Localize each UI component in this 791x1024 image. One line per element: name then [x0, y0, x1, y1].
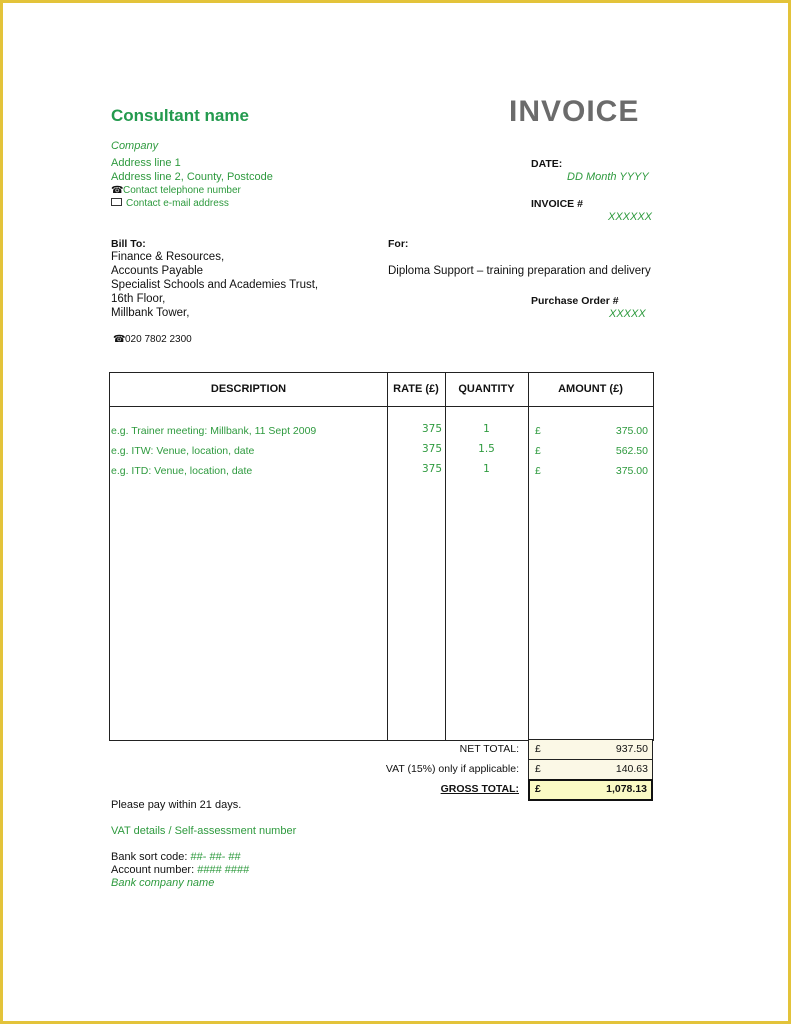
contact-telephone	[111, 185, 241, 196]
envelope-icon	[111, 198, 122, 206]
row-rate	[387, 423, 445, 435]
net-total-currency: £	[535, 743, 541, 755]
row-description: e.g. ITW: Venue, location, date	[111, 445, 255, 457]
row-quantity: 1	[483, 463, 490, 475]
row-currency: £	[535, 425, 541, 437]
header-description: DESCRIPTION	[210, 383, 287, 395]
invoice-number-label: INVOICE #	[531, 198, 583, 210]
email-text: Contact e-mail address	[126, 198, 229, 209]
bill-to-phone	[113, 334, 192, 345]
account-number	[111, 864, 249, 876]
row-quantity: 1.5	[478, 443, 495, 455]
row-amount: 375.00	[615, 425, 648, 437]
bill-to-phone-text: 020 7802 2300	[125, 334, 192, 345]
address-line-1: Address line 1	[111, 157, 181, 169]
bill-to-line: Accounts Payable	[111, 265, 204, 277]
account-number-label: Account number:	[111, 864, 198, 876]
vat-box	[528, 759, 653, 780]
bill-to-line: 16th Floor,	[111, 293, 166, 305]
bill-to-label: Bill To:	[111, 238, 146, 250]
purchase-order-value: XXXXX	[609, 308, 646, 320]
row-description: e.g. Trainer meeting: Millbank, 11 Sept 2009	[111, 425, 317, 437]
bank-company-name: Bank company name	[111, 877, 215, 889]
row-rate	[387, 443, 445, 455]
date-value: DD Month YYYY	[567, 171, 649, 183]
header-quantity: QUANTITY	[458, 383, 515, 395]
gross-total-value: 1,078.13	[606, 783, 647, 795]
for-text: Diploma Support – training preparation and delivery	[388, 265, 651, 277]
account-number-value: #### ####	[197, 864, 250, 876]
contact-email	[111, 198, 229, 209]
gross-total-label: GROSS TOTAL:	[440, 783, 519, 795]
sort-code-label: Bank sort code:	[111, 851, 191, 863]
row-description: e.g. ITD: Venue, location, date	[111, 465, 253, 477]
header-rate: RATE (£)	[393, 383, 439, 395]
row-currency: £	[535, 465, 541, 477]
purchase-order-label: Purchase Order #	[531, 295, 619, 307]
row-currency: £	[535, 445, 541, 457]
row-quantity: 1	[483, 423, 490, 435]
telephone-icon: ☎	[113, 334, 126, 345]
row-amount: 562.50	[615, 445, 648, 457]
telephone-text: Contact telephone number	[123, 185, 241, 196]
net-total-label: NET TOTAL:	[459, 743, 519, 755]
line-items-table	[109, 372, 654, 741]
net-total-value: 937.50	[615, 743, 648, 755]
vat-value: 140.63	[615, 763, 648, 775]
gross-total-currency: £	[535, 783, 541, 795]
row-rate-value: 375	[421, 463, 442, 475]
vat-details: VAT details / Self-assessment number	[111, 825, 297, 837]
gross-total-box	[528, 779, 653, 801]
telephone-icon: ☎	[111, 185, 124, 196]
date-label: DATE:	[531, 158, 563, 170]
payment-terms: Please pay within 21 days.	[111, 799, 242, 811]
row-amount: 375.00	[615, 465, 648, 477]
header-amount: AMOUNT (£)	[558, 383, 623, 395]
row-rate-value: 375	[421, 423, 442, 435]
table-header-divider	[110, 406, 653, 407]
vat-currency: £	[535, 763, 541, 775]
for-label: For:	[388, 238, 409, 250]
address-line-2: Address line 2, County, Postcode	[111, 171, 273, 183]
bill-to-line: Millbank Tower,	[111, 307, 190, 319]
column-divider	[528, 373, 529, 740]
bill-to-line: Specialist Schools and Academies Trust,	[111, 279, 319, 291]
row-rate	[387, 463, 445, 475]
bill-to-line: Finance & Resources,	[111, 251, 225, 263]
row-rate-value: 375	[421, 443, 442, 455]
bank-sort-code	[111, 851, 241, 863]
vat-label: VAT (15%) only if applicable:	[385, 763, 519, 775]
company-name: Company	[111, 140, 159, 152]
consultant-name: Consultant name	[111, 106, 249, 125]
invoice-title: INVOICE	[509, 95, 640, 128]
invoice-number-value: XXXXXX	[608, 211, 653, 223]
net-total-box	[528, 739, 653, 760]
sort-code-value: ##- ##- ##	[190, 851, 241, 863]
